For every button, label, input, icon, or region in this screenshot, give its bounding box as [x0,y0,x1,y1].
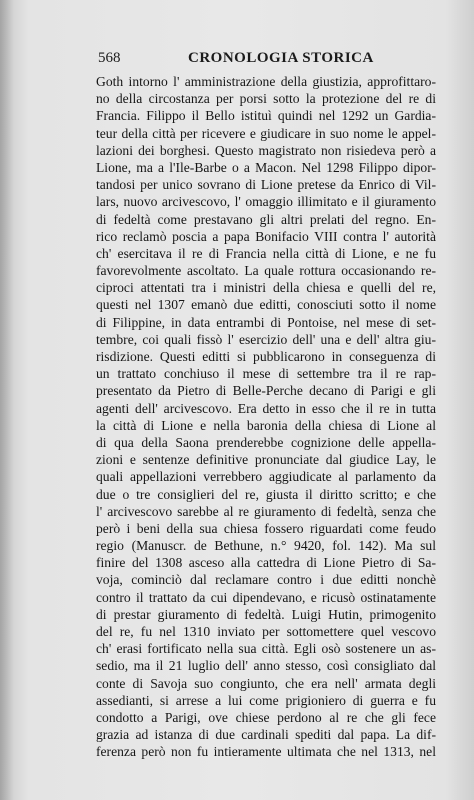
text-line: del re, fu nel 1310 inviato per sottomettere quel vescovo [96,624,436,639]
text-line: favorevolmente ascoltato. La quale rottura occasionando re- [96,263,436,279]
text-line: risdizione. Questi editti si pubblicarono in conseguenza di [96,349,436,364]
text-line: zioni e sentenze definitive pronunciate dal giudice Lay, le [96,452,436,468]
text-line: regio (Manuscr. de Bethune, n.° 9420, fol. 142). Ma sul [96,538,436,554]
gutter-shadow [0,0,14,800]
text-line: ch' esercitava il re di Francia nella città di Lione, e ne fu [96,245,436,261]
body-text [96,73,436,761]
page-number: 568 [98,50,121,66]
text-line: ciproci attentati tra i ministri della chiesa e quelli del re, [96,280,436,296]
text-line: presentato da Pietro di Belle-Perche decano di Parigi e gli [96,383,436,399]
text-line: agenti dell' arcivescovo. Era detto in esso che il re in tutta [96,400,436,416]
text-line: rico reclamò poscia a papa Bonifacio VIII contra l' autorità [96,228,436,244]
text-line: però i beni della sua chiesa fossero riguardati come feudo [96,520,436,536]
text-line: lazioni dei borghesi. Questo magistrato non risiedeva però a [96,142,436,158]
page-header [96,50,434,70]
text-line: voja, cominciò dal reclamare contro i due editti nonchè [96,572,436,588]
text-line: di Filippine, in data entrambi di Pontoise, nel mese di set- [96,314,436,330]
text-line: teur della città per ricevere e giudicare in suo nome le appel- [96,125,436,141]
text-line: quali appellazioni verrebbero aggiudicate al parlamento da [96,469,436,485]
text-line: un trattato conchiuso il mese di settembre tra il re rap- [96,366,436,382]
text-line: di fedeltà come prestavano gli altri prelati del regno. En- [96,211,436,227]
text-line: Lione, ma a l'Ile-Barbe o a Macon. Nel 1298 Filippo dipor- [96,159,436,175]
text-line: questi nel 1307 emanò due editti, conosciuti sotto il nome [96,297,436,313]
text-line: di prestar giuramento di fedeltà. Luigi Hutin, primogenito [96,606,436,622]
text-line: finire del 1308 asceso alla cattedra di Lione Pietro di Sa- [96,555,436,571]
text-line: ch' erasi fortificato nella sua città. Egli osò sostenere un as- [96,641,436,657]
text-line: l' arcivescovo sarebbe al re giuramento di fedeltà, senza che [96,503,436,519]
text-line: condotto a Parigi, ove chiese perdono al re che gli fece [96,709,436,725]
text-line: contro il trattato da cui dipendevano, e ricusò ostinatamente [96,589,436,605]
text-line: Francia. Filippo il Bello istituì quindi nel 1292 un Gardia- [96,108,436,124]
text-line: grazia ad istanza di due cardinali spediti dal papa. La dif- [96,727,436,743]
text-line: la città di Lione e nella baronia della chiesa di Lione al [96,417,436,433]
text-line: due o tre consiglieri del re, giusta il diritto scritto; e che [96,486,436,502]
text-line: sedio, ma il 21 luglio dell' anno stesso, così consigliato dal [96,658,436,674]
text-line: di qua della Saona prenderebbe cognizione delle appella- [96,434,436,450]
text-line: tandosi per unico sovrano di Lione pretese da Enrico di Vil- [96,177,436,193]
text-line: lars, nuovo arcivescovo, l' omaggio illimitato e il giuramento [96,194,436,210]
text-line: tembre, coi quali fissò l' esercizio dell' una e dell' altra giu- [96,331,436,347]
text-line: conte di Savoja suo congiunto, che era nell' armata degli [96,675,436,691]
text-line: assedianti, si arrese a lui come prigioniero di guerra e fu [96,692,436,708]
text-line: Goth intorno l' amministrazione della giustizia, approfittaro- [96,74,436,89]
running-title: CRONOLOGIA STORICA [188,50,374,66]
text-line: no della circostanza per porsi sotto la protezione del re di [96,91,436,107]
text-line: ferenza però non fu intieramente ultimata che nel 1313, nel [96,744,436,760]
